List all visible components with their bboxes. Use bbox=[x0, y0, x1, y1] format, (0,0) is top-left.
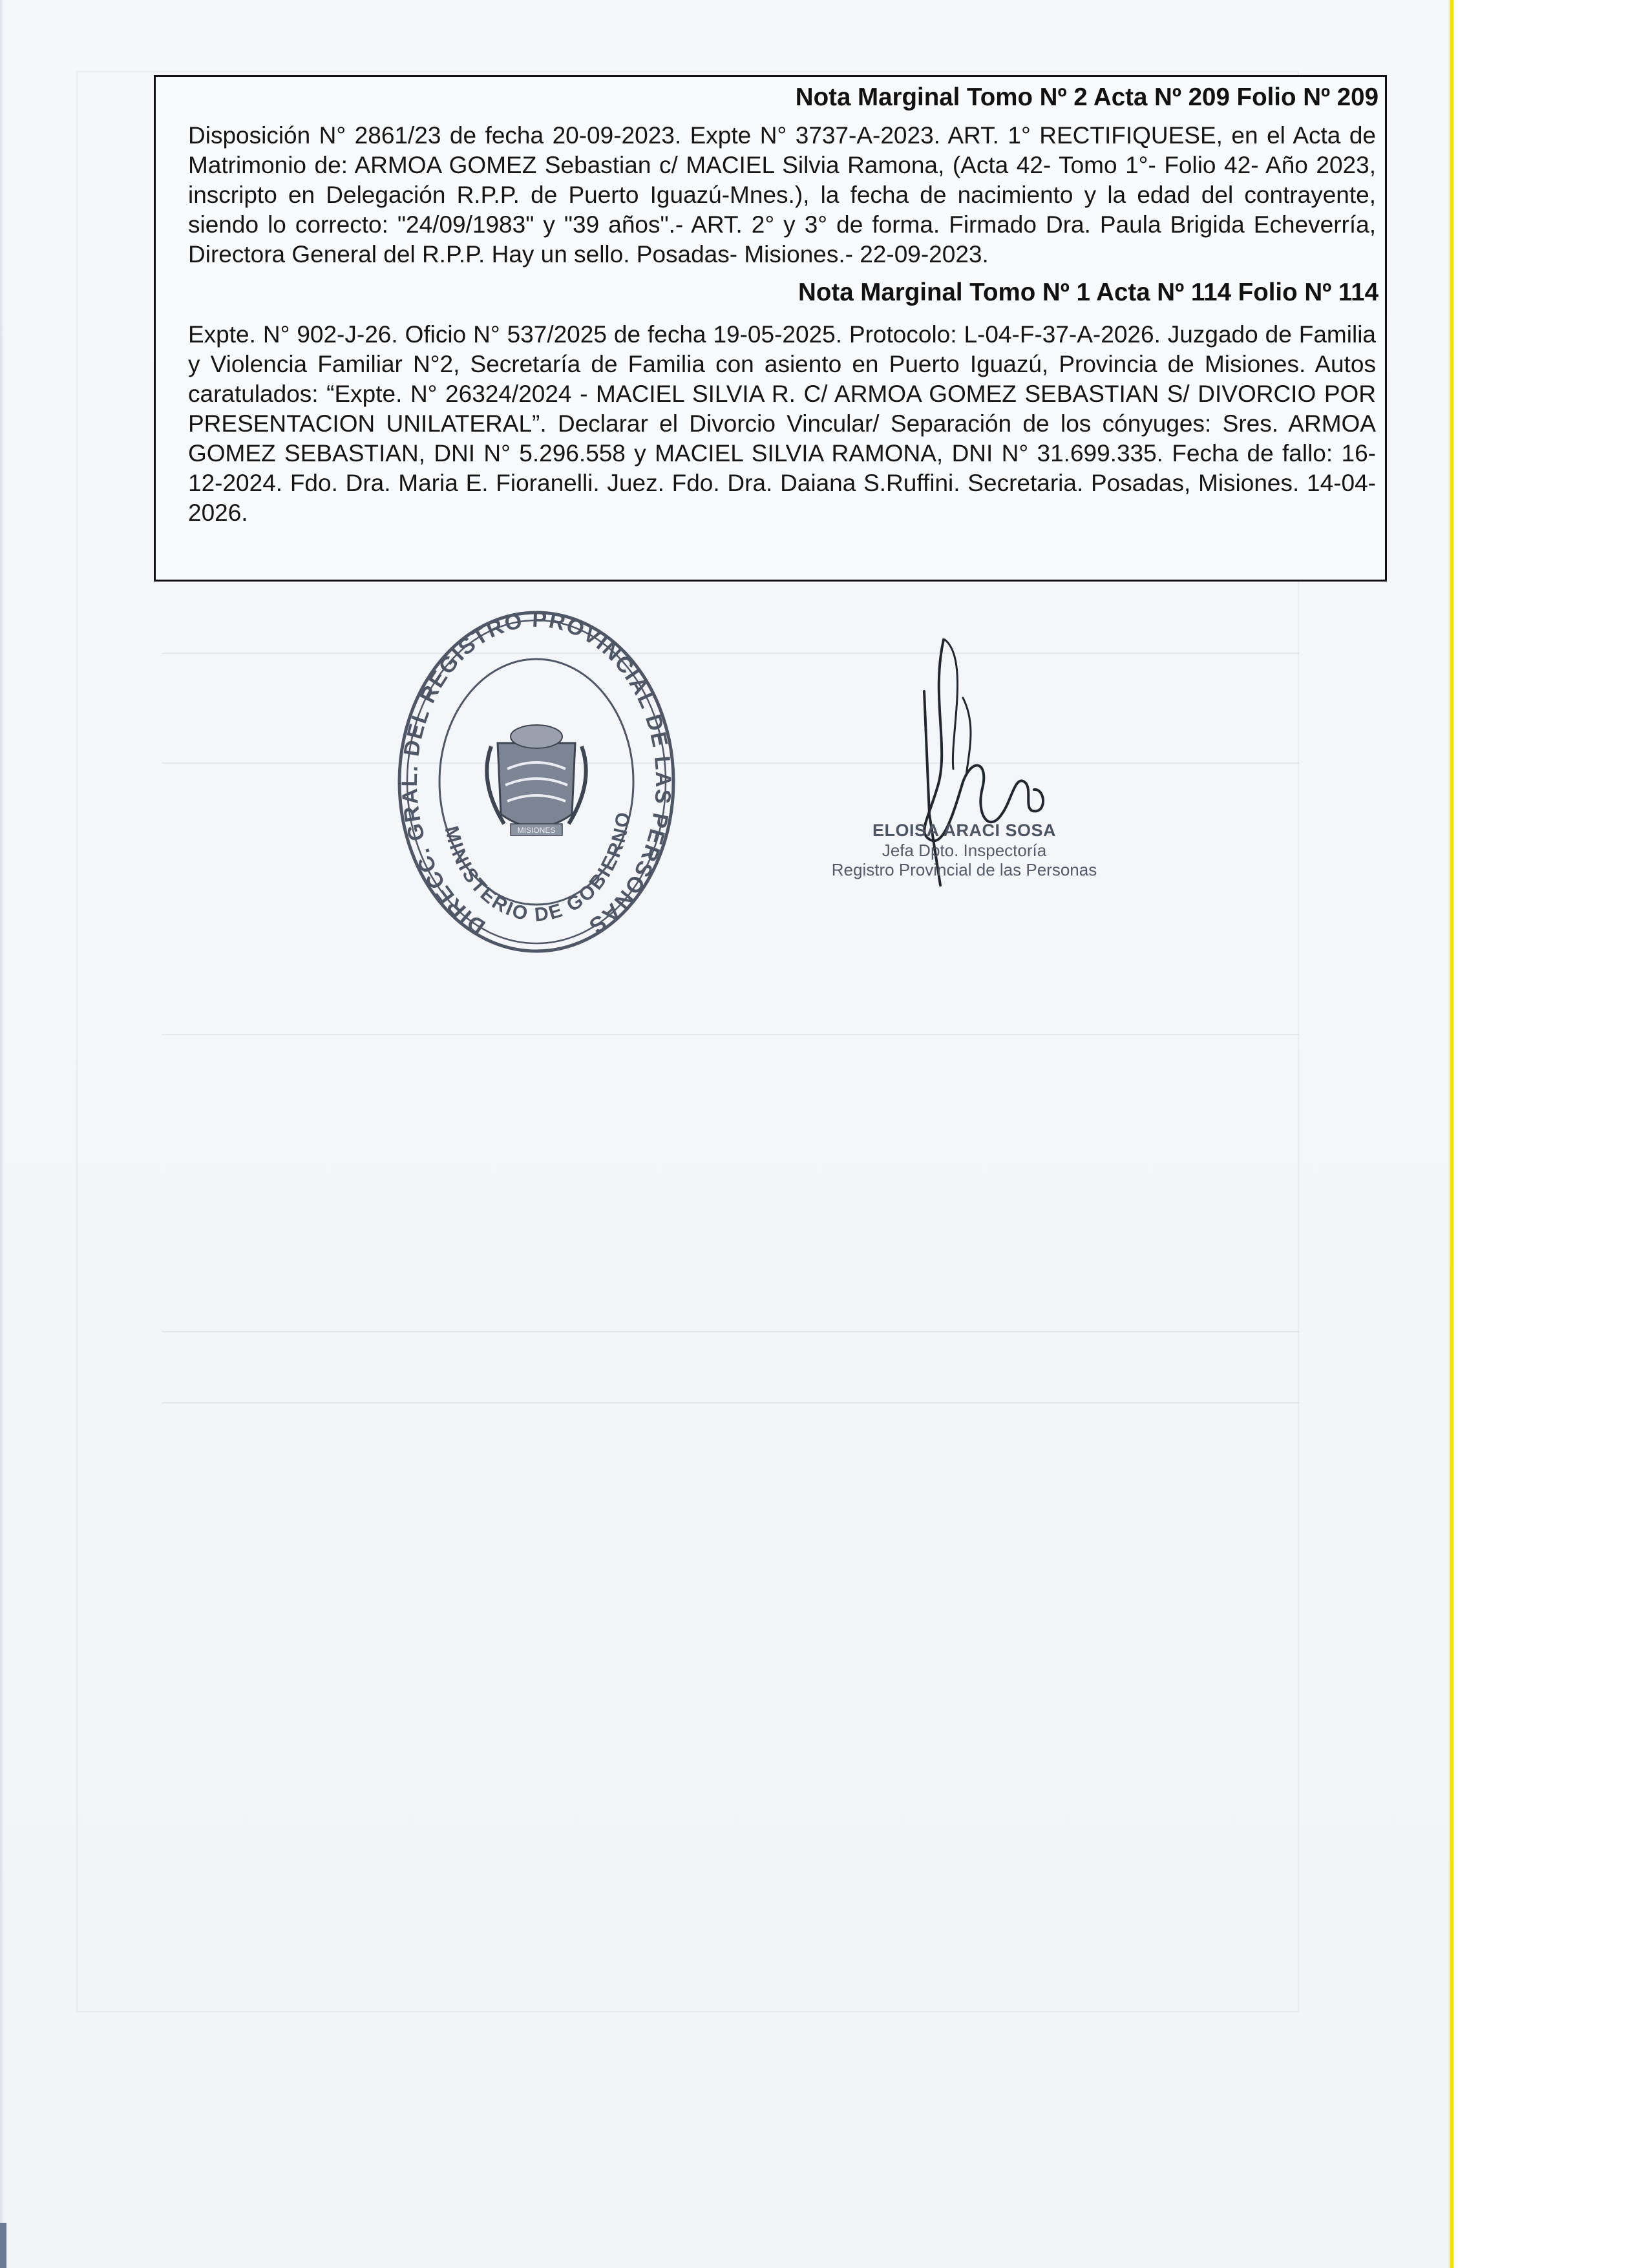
bleed-through-line bbox=[162, 1034, 1299, 1035]
emblem-caption: MISIONES bbox=[517, 826, 556, 835]
signatory-title: Jefa Dpto. Inspectoría bbox=[882, 841, 1047, 860]
signatory-stamp bbox=[822, 821, 1106, 879]
note-2-body: Expte. N° 902-J-26. Oficio N° 537/2025 de fecha 19-05-2025. Protocolo: L-04-F-37-A-2026. Juzgado de Familia y Violencia Familiar N°2, Secretaría de Familia con asiento en Puerto Iguazú, Provincia de Misiones. Autos caratulados: “Expte. N° 26324/2024 - MACIEL SILVIA R. C/ ARMOA GOMEZ SEBASTIAN S/ DIVORCIO POR PRESENTACION UNILATERAL”. Declarar el Divorcio Vincular/ Separación de los cónyuges: Sres. ARMOA GOMEZ SEBASTIAN, DNI N° 5.296.558 y MACIEL SILVIA RAMONA, DNI N° 31.699.335. Fecha de fallo: 16-12-2024. Fdo. Dra. Maria E. Fioranelli. Juez. Fdo. Dra. Daiana S.Ruffini. Secretaria. Posadas, Misiones. 14-04-2026. bbox=[188, 321, 1376, 526]
note-1-header: Nota Marginal Tomo Nº 2 Acta Nº 209 Folio Nº 209 bbox=[795, 83, 1379, 111]
signatory-office: Registro Provincial de las Personas bbox=[831, 860, 1097, 879]
provincial-emblem-icon bbox=[487, 725, 586, 835]
note-2-header: Nota Marginal Tomo Nº 1 Acta Nº 114 Folio Nº 114 bbox=[798, 278, 1379, 306]
seal-ring-text: DIRECC. GRAL. DEL REGISTRO PROVINCIAL DE LAS PERSONAS bbox=[397, 607, 676, 940]
note-1-body: Disposición N° 2861/23 de fecha 20-09-2023. Expte N° 3737-A-2023. ART. 1° RECTIFIQUESE, en el Acta de Matrimonio de: ARMOA GOMEZ Sebastian c/ MACIEL Silvia Ramona, (Acta 42- Tomo 1°- Folio 42- Año 2023, inscripto en Delegación R.P.P. de Puerto Iguazú-Mnes.), la fecha de nacimiento y la edad del contrayente, siendo lo correcto: "24/09/1983" y "39 años".- ART. 2° y 3° de forma. Firmado Dra. Paula Brigida Echeverría, Directora General del R.P.P. Hay un sello. Posadas- Misiones.- 22-09-2023. bbox=[188, 122, 1376, 268]
bleed-through-line bbox=[162, 1331, 1299, 1332]
scan-left-shadow bbox=[0, 0, 4, 2268]
bleed-through-line bbox=[162, 762, 1299, 764]
marginal-notes-box bbox=[154, 75, 1387, 582]
seal-inner-text: MINISTERIO DE GOBIERNO bbox=[440, 809, 635, 926]
signatory-name: ELOISA ARACI SOSA bbox=[872, 821, 1057, 840]
scan-edge-mark bbox=[0, 2223, 6, 2268]
bleed-through-line bbox=[162, 1402, 1299, 1403]
right-margin bbox=[1453, 0, 1648, 2268]
bleed-through-line bbox=[162, 653, 1299, 654]
official-seal bbox=[394, 607, 679, 960]
